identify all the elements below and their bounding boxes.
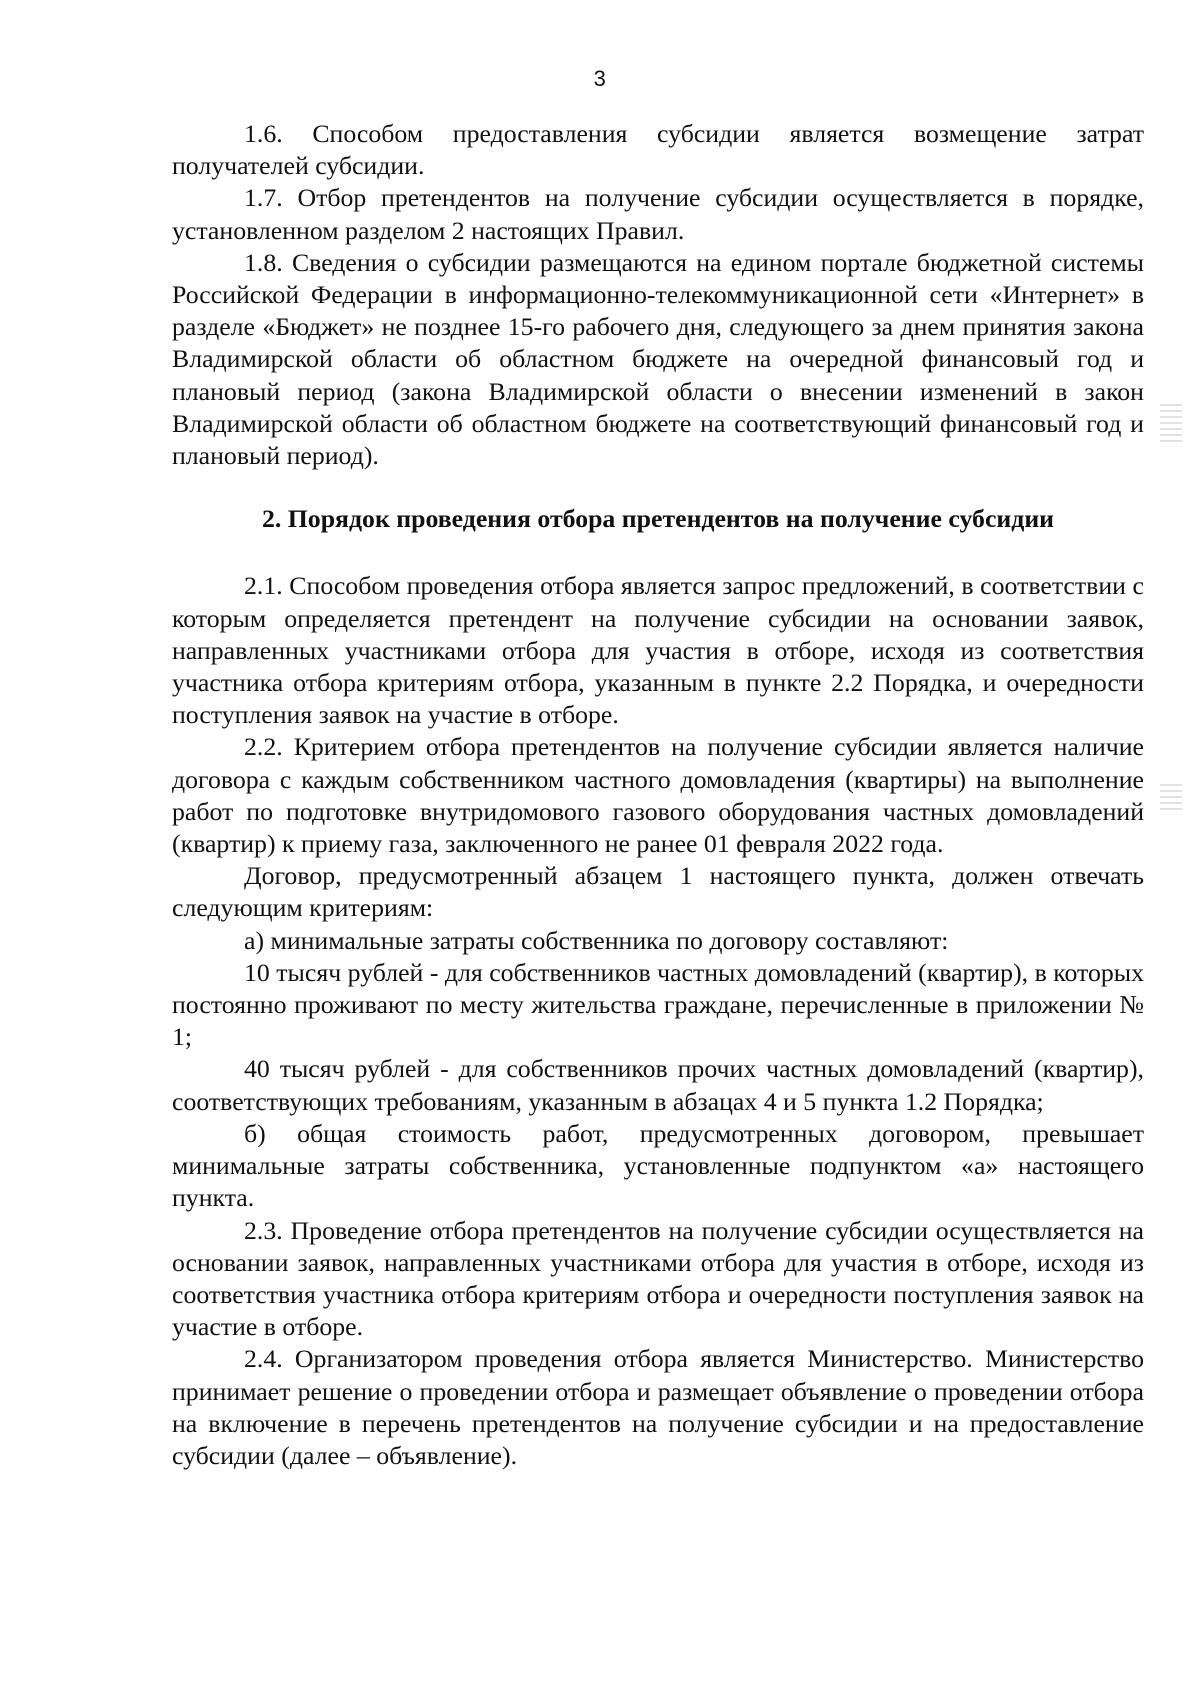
- paragraph-item-b: б) общая стоимость работ, предусмотренных договором, превышает минимальные затраты собственника, установленные подпунктом «а» настоящего пункта.: [172, 1118, 1144, 1213]
- paragraph-2-3: 2.3. Проведение отбора претендентов на получение субсидии осуществляется на основании заявок, направленных участниками отбора для участия в отборе, исходя из соответствия участника отбора критериям отбора и очередности поступления заявок на участие в отборе.: [172, 1215, 1144, 1342]
- paragraph-1-7: 1.7. Отбор претендентов на получение субсидии осуществляется в порядке, установленном разделом 2 настоящих Правил.: [172, 183, 1144, 245]
- page-number: 3: [593, 66, 607, 91]
- paragraph-item-a: а) минимальные затраты собственника по договору составляют:: [244, 925, 949, 955]
- spacer: [172, 472, 1144, 503]
- paragraph-40-thousand: 40 тысяч рублей - для собственников прочих частных домовладений (квартир), соответствующих требованиям, указанным в абзацах 4 и 5 пункта 1.2 Порядка;: [172, 1054, 1144, 1116]
- paragraph-2-1: 2.1. Способом проведения отбора является запрос предложений, в соответствии с которым определяется претендент на получение субсидии на основании заявок, направленных участниками отбора для участия в отборе, исходя из соответствия участника отбора критериям отбора, указанным в пункте 2.2 Порядка, и очередности поступления заявок на участие в отборе.: [172, 571, 1144, 730]
- scan-artifact: [1160, 780, 1182, 814]
- paragraph-contract-criteria: Договор, предусмотренный абзацем 1 настоящего пункта, должен отвечать следующим критериям:: [172, 861, 1144, 923]
- paragraph-2-2: 2.2. Критерием отбора претендентов на получение субсидии является наличие договора с каждым собственником частного домовладения (квартиры) на выполнение работ по подготовке внутридомового газового оборудования частных домовладений (квартир) к приему газа, заключенного не ранее 01 февраля 2022 года.: [172, 732, 1144, 859]
- paragraph-10-thousand: 10 тысяч рублей - для собственников частных домовладений (квартир), в которых постоянно проживают по месту жительства граждане, перечисленные в приложении № 1;: [172, 957, 1144, 1052]
- paragraph-1-8: 1.8. Сведения о субсидии размещаются на едином портале бюджетной системы Российской Федерации в информационно-телекоммуникационной сети «Интернет» в разделе «Бюджет» не позднее 15-го рабочего дня, следующего за днем принятия закона Владимирской области об областном бюджете на очередной финансовый год и плановый период (закона Владимирской области о внесении изменений в закон Владимирской области об областном бюджете на соответствующий финансовый год и плановый период).: [172, 247, 1144, 471]
- spacer: [172, 535, 1144, 570]
- scan-artifact: [1160, 400, 1182, 446]
- paragraph-2-4: 2.4. Организатором проведения отбора является Министерство. Министерство принимает решение о проведении отбора и размещает объявление о проведении отбора на включение в перечень претендентов на получение субсидии и на предоставление субсидии (далее – объявление).: [172, 1344, 1144, 1470]
- document-body: [172, 118, 1144, 1472]
- paragraph-1-6: 1.6. Способом предоставления субсидии является возмещение затрат получателей субсидии.: [172, 119, 1144, 181]
- section-2-heading: 2. Порядок проведения отбора претендентов на получение субсидии: [261, 504, 1055, 534]
